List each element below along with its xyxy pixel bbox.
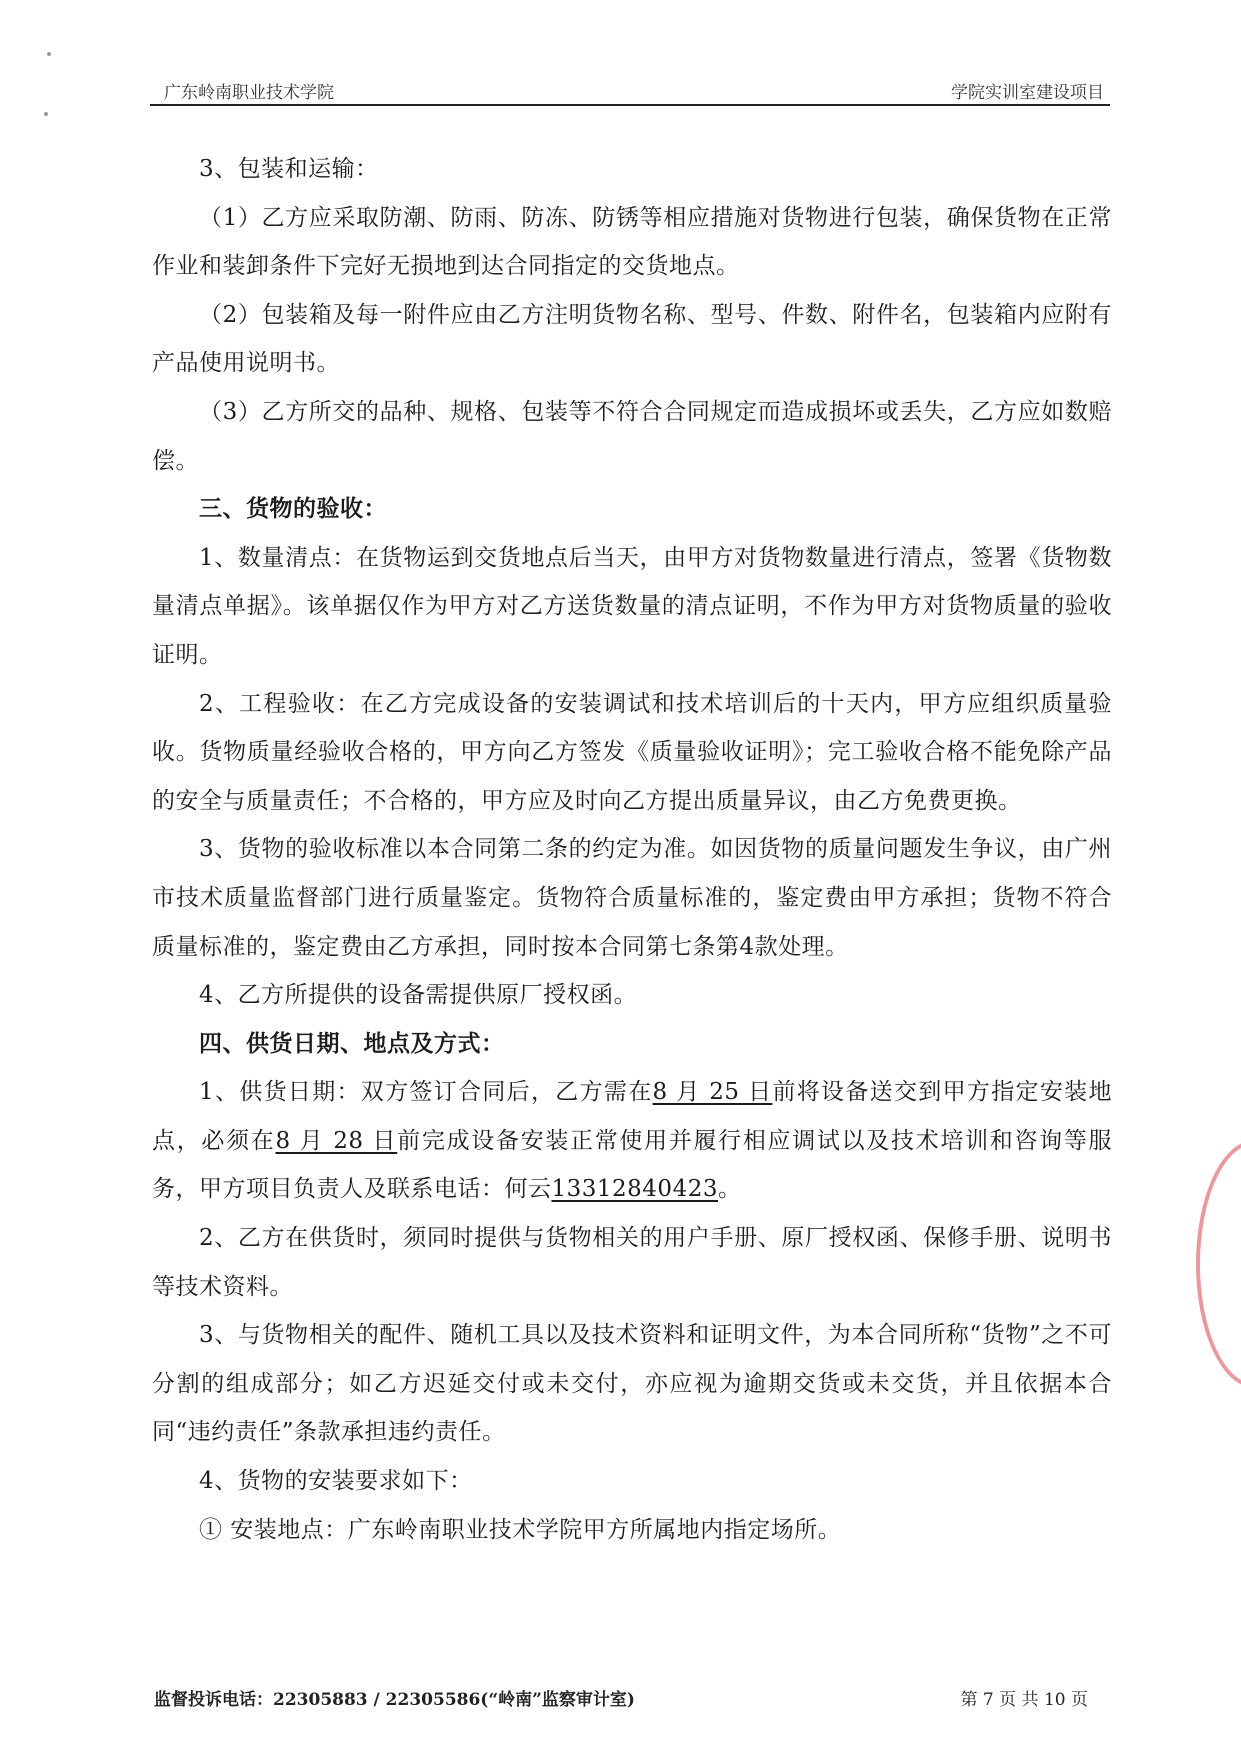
header-institution: 广东岭南职业技术学院 (164, 83, 334, 103)
contact-phone: 13312840423 (551, 1176, 718, 1203)
delivery-date-1: 8 月 25 日 (652, 1079, 773, 1106)
page-header (150, 76, 1110, 106)
red-seal-stamp (1196, 1140, 1241, 1388)
scan-speck (44, 112, 48, 116)
paragraph-delivery-2: 2、乙方在供货时，须同时提供与货物相关的用户手册、原厂授权函、保修手册、说明书等技术资料。 (152, 1225, 1112, 1300)
install-date: 8 月 28 日 (275, 1127, 398, 1154)
section-heading-acceptance: 三、货物的验收： (199, 495, 387, 523)
paragraph-install-location: ① 安装地点：广东岭南职业技术学院甲方所属地内指定场所。 (199, 1516, 842, 1543)
paragraph-packaging-1: （1）乙方应采取防潮、防雨、防冻、防锈等相应措施对货物进行包装，确保货物在正常作业和装卸条件下完好无损地到达合同指定的交货地点。 (152, 204, 1112, 280)
paragraph-packaging-title: 3、包装和运输： (199, 156, 379, 182)
paragraph-delivery-4: 4、货物的安装要求如下： (199, 1468, 473, 1495)
paragraph-packaging-2: （2）包装箱及每一附件应由乙方注明货物名称、型号、件数、附件名，包装箱内应附有产品使用说明书。 (152, 301, 1112, 377)
paragraph-delivery-3: 3、与货物相关的配件、随机工具以及技术资料和证明文件，为本合同所称“货物”之不可分割的组成部分；如乙方迟延交付或未交付，亦应视为逾期交货或未交货，并且依据本合同“违约责任”条款承担违约责任。 (152, 1322, 1112, 1446)
paragraph-acceptance-4: 4、乙方所提供的设备需提供原厂授权函。 (199, 982, 638, 1009)
delivery-text-a: 1、供货日期：双方签订合同后，乙方需在 (199, 1079, 653, 1106)
scan-speck (47, 52, 51, 56)
section-heading-delivery: 四、供货日期、地点及方式： (199, 1029, 505, 1057)
paragraph-acceptance-3: 3、货物的验收标准以本合同第二条的约定为准。如因货物的质量问题发生争议，由广州市技术质量监督部门进行质量鉴定。货物符合质量标准的，鉴定费由甲方承担；货物不符合质量标准的，鉴定费由乙方承担，同时按本合同第七条第4款处理。 (152, 836, 1112, 960)
paragraph-packaging-3: （3）乙方所交的品种、规格、包装等不符合合同规定而造成损坏或丢失，乙方应如数赔偿。 (152, 398, 1112, 474)
document-body (152, 145, 1112, 1554)
paragraph-acceptance-2: 2、工程验收：在乙方完成设备的安装调试和技术培训后的十天内，甲方应组织质量验收。货物质量经验收合格的，甲方向乙方签发《质量验收证明》；完工验收合格不能免除产品的安全与质量责任；不合格的，甲方应及时向乙方提出质量异议，由乙方免费更换。 (152, 690, 1112, 814)
delivery-text-b: 前将设备送交到甲方指定安装地点，必须在 (152, 1079, 1112, 1154)
footer-complaint-phone: 监督投诉电话：22305883 / 22305586(“岭南”监察审计室) (154, 1690, 635, 1710)
delivery-text-d: 。 (717, 1176, 742, 1203)
header-project: 学院实训室建设项目 (951, 83, 1104, 103)
paragraph-acceptance-1: 1、数量清点：在货物运到交货地点后当天，由甲方对货物数量进行清点，签署《货物数量清点单据》。该单据仅作为甲方对乙方送货数量的清点证明，不作为甲方对货物质量的验收证明。 (152, 544, 1112, 668)
delivery-text-c: 前完成设备安装正常使用并履行相应调试以及技术培训和咨询等服务，甲方项目负责人及联系电话：何云 (152, 1127, 1113, 1203)
footer-page-number: 第 7 页 共 10 页 (960, 1690, 1088, 1710)
paragraph-delivery-1 (152, 1068, 1112, 1214)
